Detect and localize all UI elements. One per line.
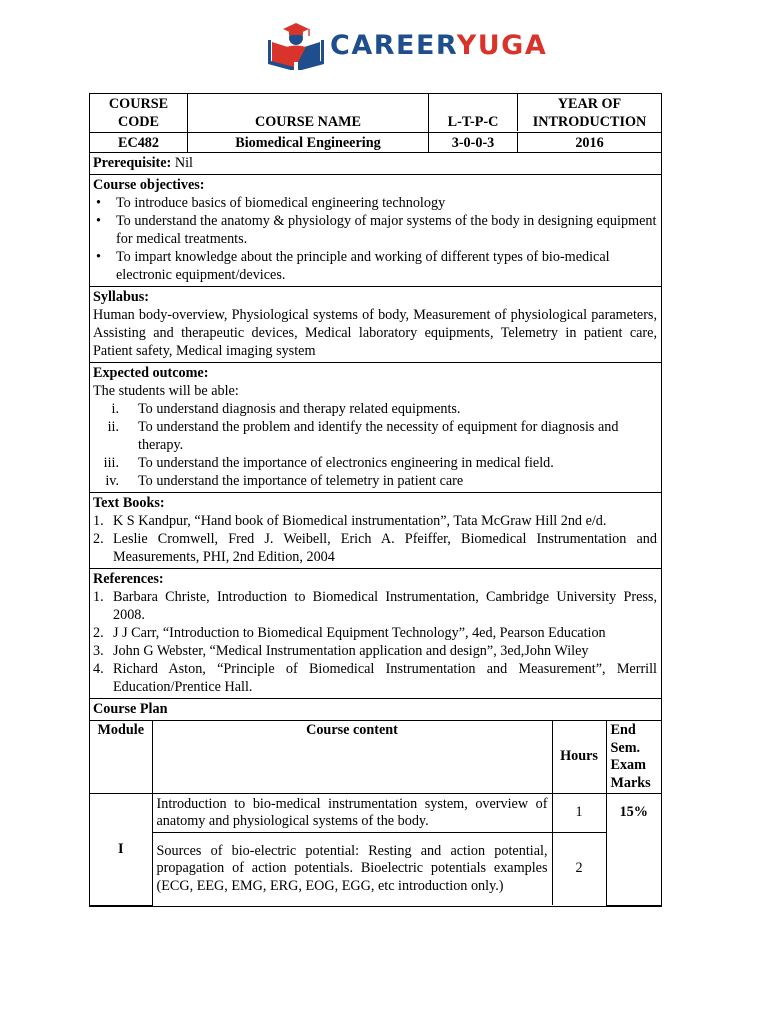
prerequisite-value: Nil [171,155,193,171]
reference-item: 3. John G Webster, “Medical Instrumentation application and design”, 3ed,John Wiley [93,643,589,659]
reference-item: 2. J J Carr, “Introduction to Biomedical Equipment Technology”, 4ed, Pearson Education [93,625,606,641]
objectives-section [90,174,661,286]
outcome-heading: Expected outcome: [93,365,209,381]
course-plan-heading: Course Plan [90,698,661,720]
outcome-item: iv. To understand the importance of telemetry in patient care [105,473,464,489]
marks-col-header: End Sem. Exam Marks [606,721,661,794]
module-number: I [90,794,152,906]
book-mortarboard-icon [266,22,326,70]
course-code: EC482 [118,134,159,151]
table-row [90,833,661,906]
references-list [93,588,657,696]
logo-wordmark: CAREERYUGA [330,30,548,61]
module-col-header: Module [90,721,152,794]
year-label: YEAR OF INTRODUCTION [517,94,661,131]
reference-item: 1. Barbara Christe, Introduction to Biomedical Instrumentation, Cambridge University Press, 2008. [93,589,657,623]
reference-item: 4. Richard Aston, “Principle of Biomedical Instrumentation and Measurement”, Merrill Education/Prentice Hall. [93,661,657,695]
ltpc-value: 3-0-0-3 [428,133,517,152]
ltpc-label: L-T-P-C [428,94,517,132]
course-plan-header-row [90,721,661,794]
outcome-item: ii. To understand the problem and identify the necessity of equipment for diagnosis and therapy. [107,419,619,453]
references-heading: References: [93,571,164,587]
header-values-row [90,132,661,152]
hours-cell: 1 [552,794,606,833]
syllabus-table [89,93,662,907]
outcome-section [90,362,661,492]
marks-cell: 15% [606,794,661,906]
header-row [90,94,661,132]
table-row [90,794,661,833]
objective-item: • To impart knowledge about the principle and working of different types of bio-medical electronic equipment/devices. [93,248,657,284]
objective-item: • To introduce basics of biomedical engineering technology [93,194,657,212]
hours-cell: 2 [552,833,606,906]
objectives-heading: Course objectives: [93,177,205,193]
syllabus-text: Human body-overview, Physiological systems of body, Measurement of physiological parameters, Assisting and therapeutic devices, Medical laboratory equipments, Telemetry in patient care, Patient safety, Medical imaging system [93,307,657,359]
prerequisite-label: Prerequisite: [93,155,172,171]
prerequisite-row [90,152,661,174]
course-plan-table [90,720,661,906]
syllabus-section [90,286,661,362]
objectives-list [93,194,657,284]
textbooks-list [93,512,657,566]
course-content-cell: Introduction to bio-medical instrumentation system, overview of anatomy and physiological systems of the body. [152,794,552,833]
course-code-label: COURSE CODE [108,95,169,130]
outcome-list [93,400,657,490]
outcome-intro: The students will be able: [93,383,239,399]
objective-item: • To understand the anatomy & physiology of major systems of the body in designing equipment for medical treatments. [93,212,657,248]
course-content-cell: Sources of bio-electric potential: Resting and action potential, propagation of action potentials. Bioelectric potentials examples (ECG, EEG, EMG, ERG, EOG, EGG, etc introduction only.) [152,833,552,906]
references-section [90,568,661,698]
course-name: Biomedical Engineering [187,133,428,152]
hours-col-header: Hours [552,721,606,794]
textbooks-section [90,492,661,568]
syllabus-heading: Syllabus: [93,289,149,305]
textbook-item: 2. Leslie Cromwell, Fred J. Weibell, Erich A. Pfeiffer, Biomedical Instrumentation and Measurements, PHI, 2nd Edition, 2004 [93,531,657,565]
outcome-item: iii. To understand the importance of electronics engineering in medical field. [103,455,554,471]
textbook-item: 1. K S Kandpur, “Hand book of Biomedical instrumentation”, Tata McGraw Hill 2nd e/d. [93,513,607,529]
year-value: 2016 [517,133,661,152]
textbooks-heading: Text Books: [93,495,165,511]
outcome-item: i. To understand diagnosis and therapy related equipments. [111,401,461,417]
course-name-label: COURSE NAME [187,94,428,132]
careeryuga-logo [266,22,548,70]
content-col-header: Course content [152,721,552,794]
